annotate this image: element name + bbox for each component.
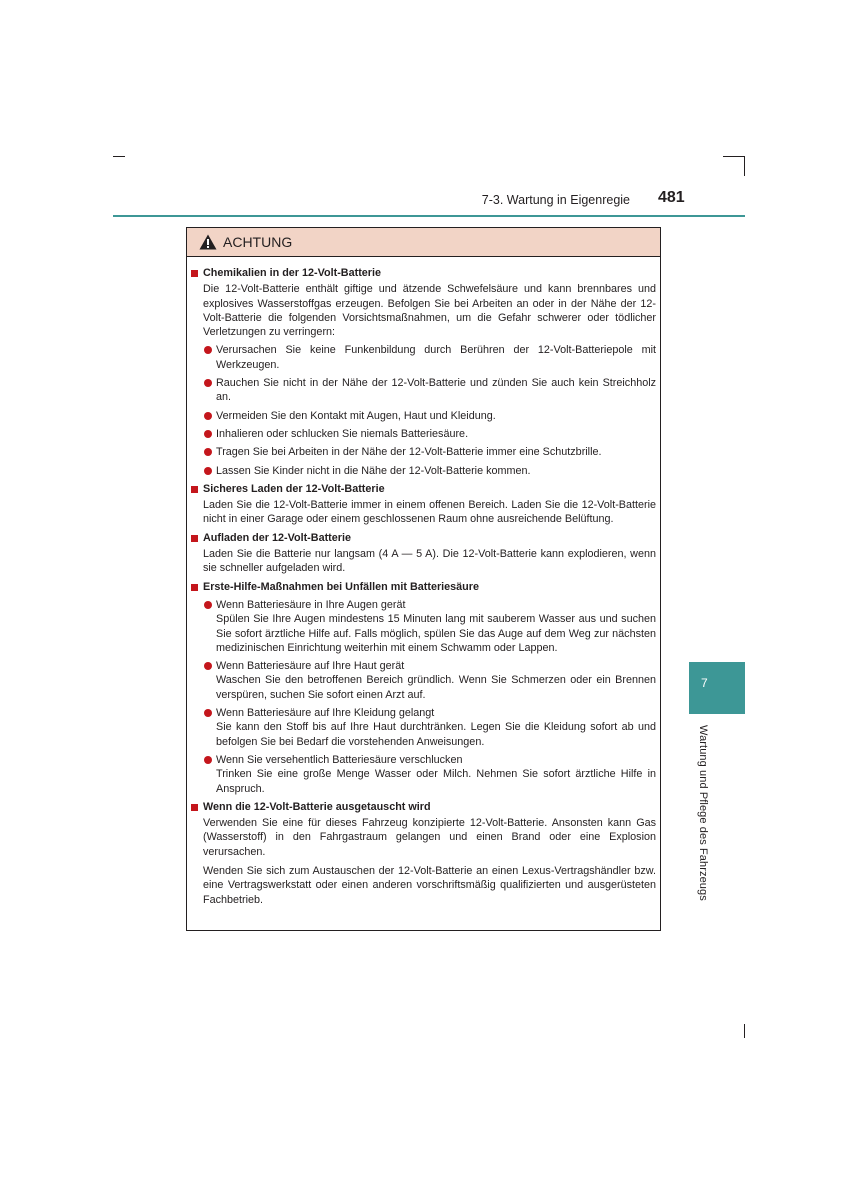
red-dot-bullet	[204, 379, 212, 387]
list-item-lead: Wenn Batteriesäure in Ihre Augen gerät	[216, 598, 406, 611]
list-item: Tragen Sie bei Arbeiten in der Nähe der 12-Volt-Batterie immer eine Schutzbrille.	[203, 445, 656, 459]
chapter-number: 7	[701, 676, 708, 690]
warning-triangle-icon	[199, 234, 217, 250]
list-item: Verursachen Sie keine Funkenbildung durch Berühren der 12-Volt-Batteriepole mit Werkzeugen.	[203, 343, 656, 372]
list-item-lead: Wenn Batteriesäure auf Ihre Kleidung gelangt	[216, 707, 435, 720]
warning-body	[187, 257, 660, 907]
red-dot-bullet	[204, 448, 212, 456]
list-item-text: Trinken Sie eine große Menge Wasser oder Milch. Nehmen Sie sofort ärztliche Hilfe in Anspruch.	[216, 768, 656, 795]
section-title: Wenn die 12-Volt-Batterie ausgetauscht wird	[190, 800, 656, 814]
red-dot-bullet	[204, 662, 212, 670]
page-number: 481	[658, 189, 685, 206]
list-item	[203, 753, 656, 796]
list-item: Lassen Sie Kinder nicht in die Nähe der 12-Volt-Batterie kommen.	[203, 464, 656, 478]
list-item	[203, 706, 656, 749]
section-header: 7-3. Wartung in Eigenregie	[481, 193, 630, 207]
red-dot-bullet	[204, 412, 212, 420]
red-square-bullet	[191, 535, 198, 542]
paragraph: Die 12-Volt-Batterie enthält giftige und ätzende Schwefelsäure und kann brennbares und explosives Wasserstoffgas erzeugen. Befolgen Sie bei Arbeiten an oder in der Nähe der 12-Volt-Batterie die folgenden Vorsichtsmaßnahmen, um die Gefahr schwerer oder tödlicher Verletzungen zu verringern:	[203, 283, 656, 339]
list-item: Vermeiden Sie den Kontakt mit Augen, Haut und Kleidung.	[203, 409, 656, 423]
list-item	[203, 598, 656, 655]
paragraph: Laden Sie die 12-Volt-Batterie immer in einem offenen Bereich. Laden Sie die 12-Volt-Batterie nicht in einer Garage oder einem geschlossenen Raum ohne ausreichende Belüftung.	[203, 499, 656, 526]
warning-box-header	[187, 228, 660, 257]
paragraph: Wenden Sie sich zum Austauschen der 12-Volt-Batterie an einen Lexus-Vertragshändler bzw. eine Vertragswerkstatt oder einen anderen vorschriftsmäßig qualifizierten und ausgerüsteten Fachbetrieb.	[203, 864, 656, 906]
list-item-lead: Wenn Sie versehentlich Batteriesäure verschlucken	[216, 753, 463, 766]
red-square-bullet	[191, 804, 198, 811]
list-item-text: Spülen Sie Ihre Augen mindestens 15 Minuten lang mit sauberem Wasser aus und suchen Sie sofort ärztliche Hilfe auf. Falls möglich, spülen Sie das Auge auf dem Weg zur nächsten medizinischen Einrichtung weiterhin mit einem Schwamm oder Lappen.	[216, 613, 656, 654]
section-title: Aufladen der 12-Volt-Batterie	[190, 531, 656, 545]
section-title: Erste-Hilfe-Maßnahmen bei Unfällen mit Batteriesäure	[190, 580, 656, 594]
section-title: Chemikalien in der 12-Volt-Batterie	[190, 266, 656, 280]
red-dot-bullet	[204, 346, 212, 354]
red-dot-bullet	[204, 467, 212, 475]
list-item-text: Sie kann den Stoff bis auf Ihre Haut durchtränken. Legen Sie die Kleidung sofort ab und befolgen Sie bei Bedarf die vorstehenden Anweisungen.	[216, 721, 656, 748]
red-square-bullet	[191, 270, 198, 277]
warning-title: ACHTUNG	[223, 234, 293, 250]
list-item-lead: Wenn Batteriesäure auf Ihre Haut gerät	[216, 660, 405, 673]
paragraph: Verwenden Sie eine für dieses Fahrzeug konzipierte 12-Volt-Batterie. Ansonsten kann Gas (Wasserstoff) in den Fahrgastraum gelangen und einen Brand oder eine Explosion verursachen.	[203, 817, 656, 858]
paragraph: Laden Sie die Batterie nur langsam (4 A — 5 A). Die 12-Volt-Batterie kann explodieren, wenn sie schneller aufgeladen wird.	[203, 548, 656, 575]
header-rule	[113, 215, 745, 217]
crop-mark	[744, 1024, 745, 1038]
crop-mark	[723, 156, 745, 157]
crop-mark	[113, 156, 125, 157]
red-dot-bullet	[204, 430, 212, 438]
red-square-bullet	[191, 486, 198, 493]
list-item: Rauchen Sie nicht in der Nähe der 12-Volt-Batterie und zünden Sie auch kein Streichholz an.	[203, 376, 656, 405]
list-item: Inhalieren oder schlucken Sie niemals Batteriesäure.	[203, 427, 656, 441]
red-square-bullet	[191, 584, 198, 591]
chapter-tab[interactable]	[689, 662, 745, 714]
section-title: Sicheres Laden der 12-Volt-Batterie	[190, 482, 656, 496]
list-item-text: Waschen Sie den betroffenen Bereich gründlich. Wenn Sie Schmerzen oder ein Brennen verspüren, suchen Sie sofort einen Arzt auf.	[216, 674, 656, 701]
crop-mark	[744, 156, 745, 176]
red-dot-bullet	[204, 601, 212, 609]
list-item	[203, 659, 656, 702]
red-dot-bullet	[204, 709, 212, 717]
red-dot-bullet	[204, 756, 212, 764]
warning-box	[186, 227, 661, 931]
chapter-side-title: Wartung und Pflege des Fahrzeugs	[697, 725, 709, 901]
